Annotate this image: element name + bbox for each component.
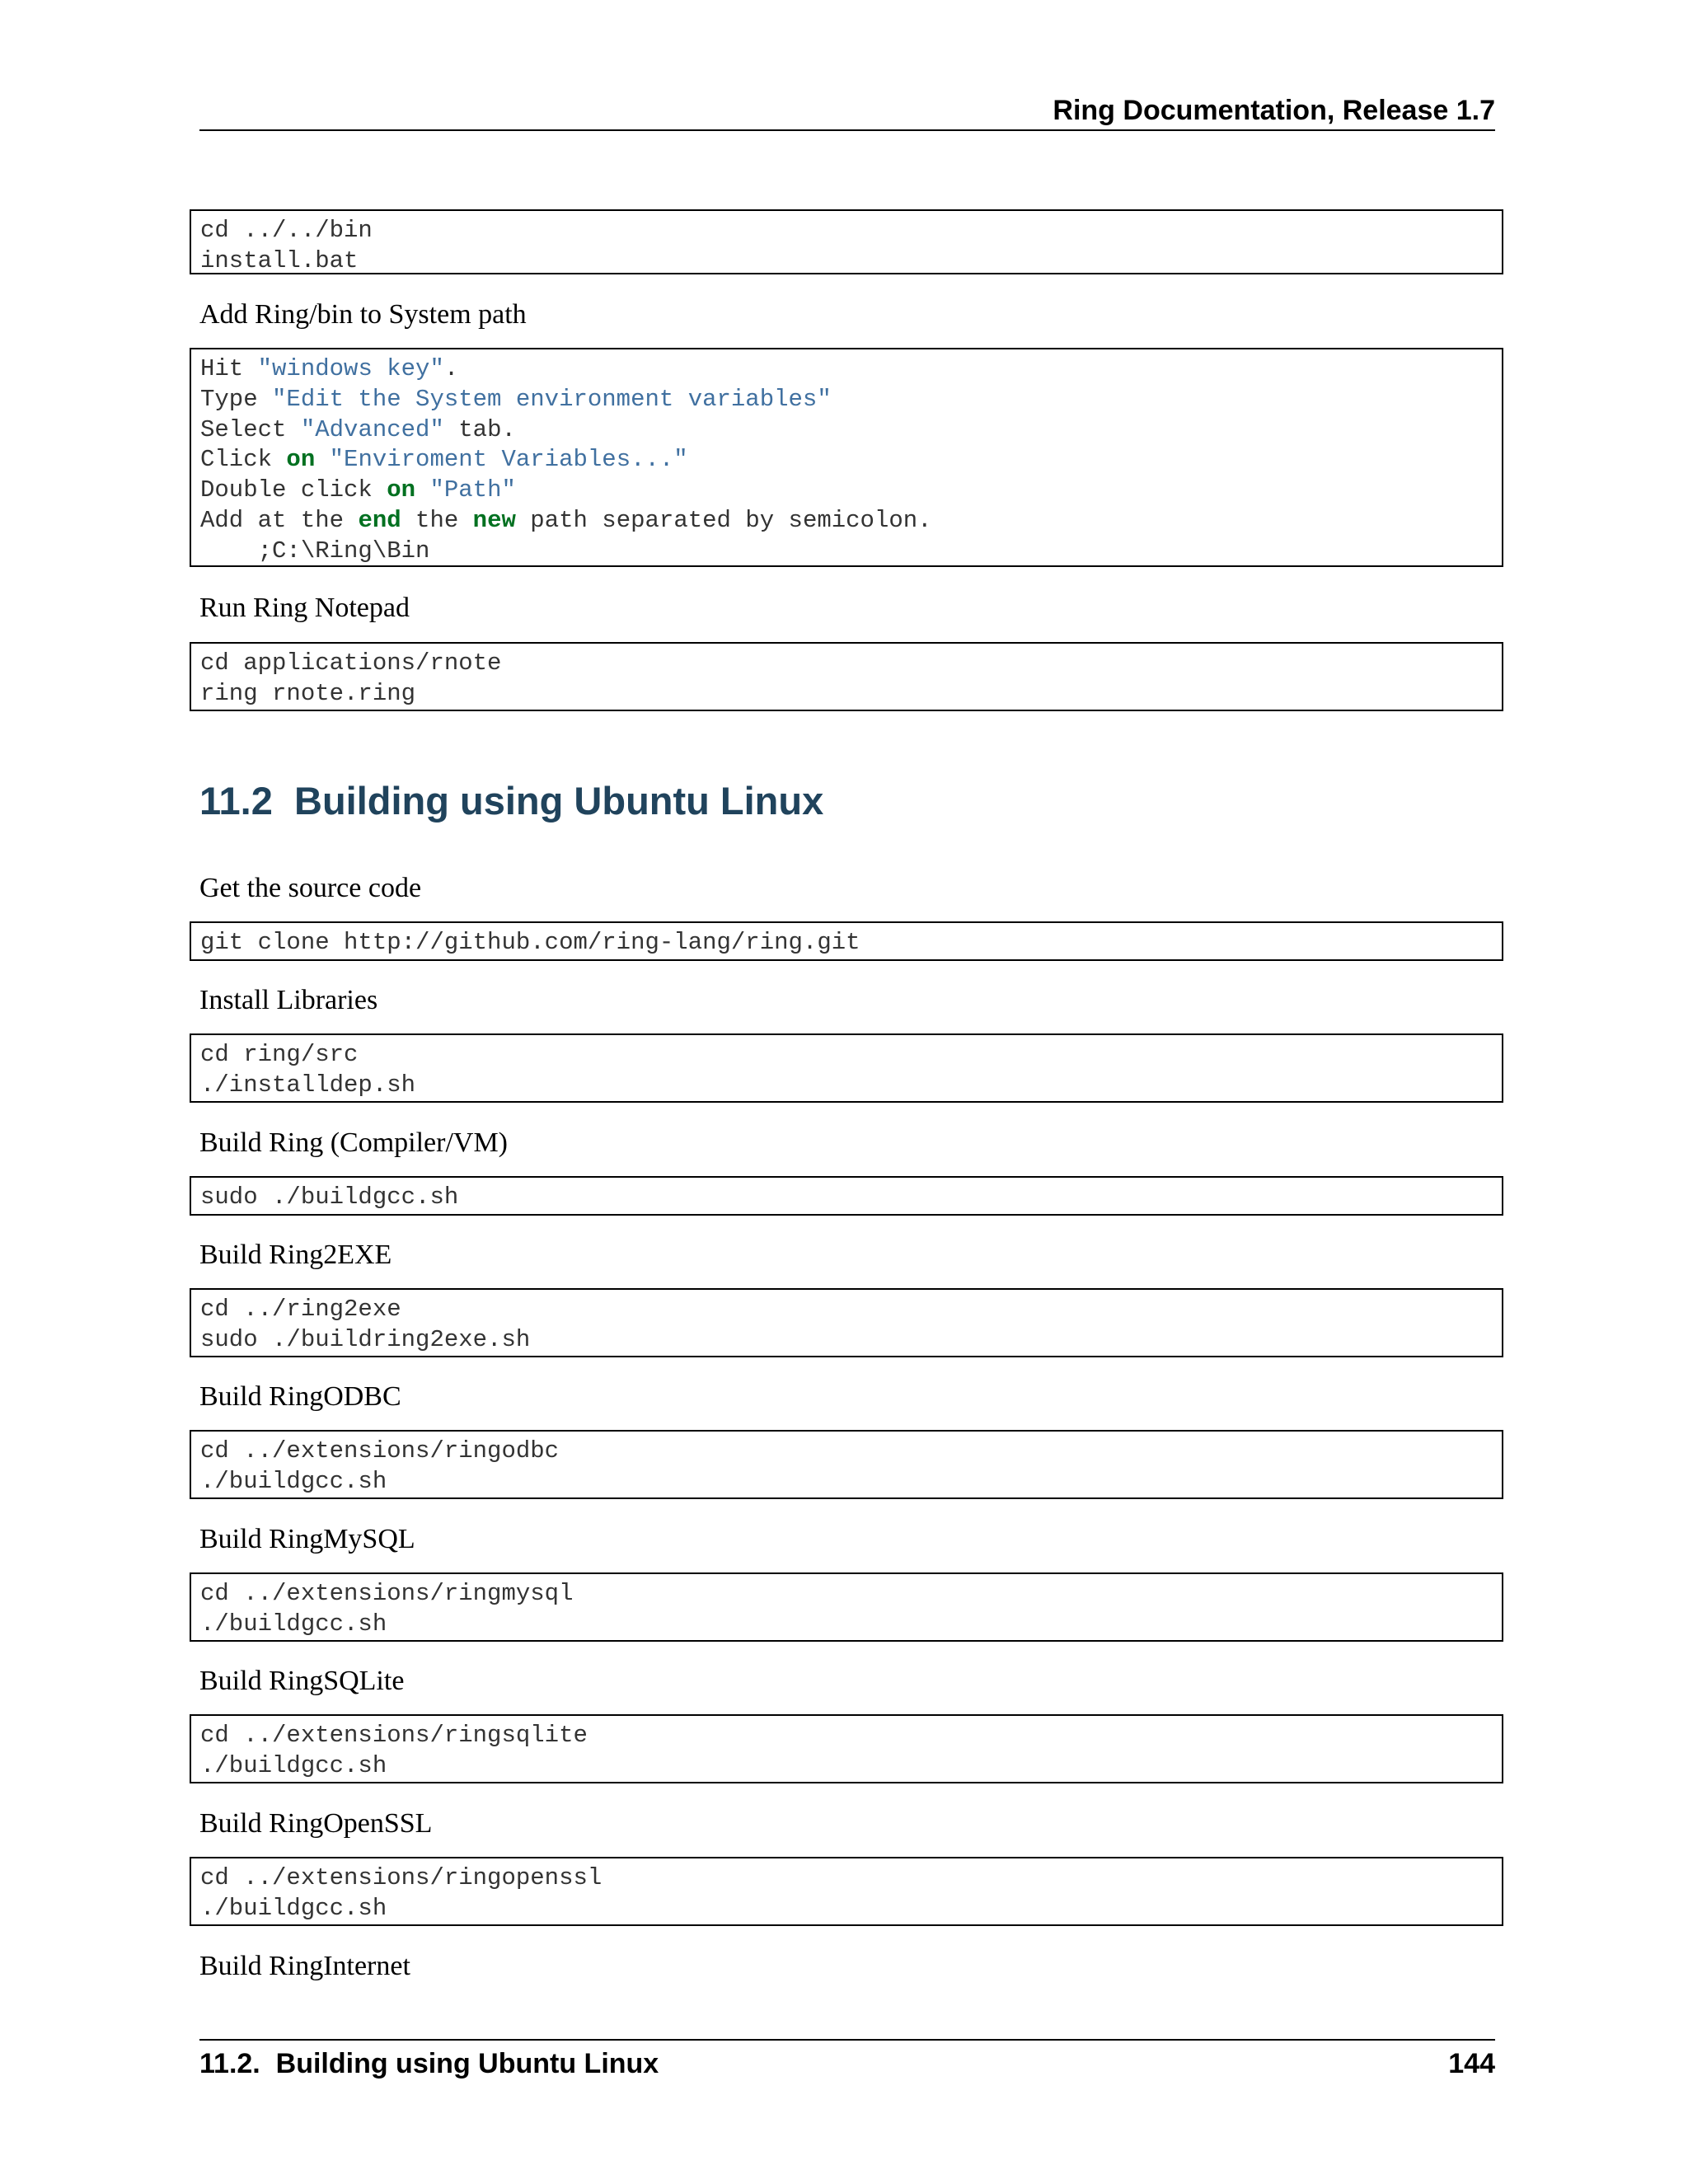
paragraph-build-ringopenssl: Build RingOpenSSL bbox=[199, 1808, 433, 1839]
code-block-ringodbc bbox=[190, 1430, 1503, 1499]
paragraph-build-ring2exe: Build Ring2EXE bbox=[199, 1240, 392, 1270]
code-text-token: sudo ./buildgcc.sh bbox=[200, 1183, 459, 1211]
code-text-token: tab. bbox=[443, 415, 516, 443]
code-text-token: Type bbox=[200, 385, 273, 413]
paragraph-build-ringmysql: Build RingMySQL bbox=[199, 1524, 415, 1554]
code-line bbox=[200, 679, 1493, 710]
code-text-token: git clone http://github.com/ring-lang/ring.git bbox=[200, 929, 860, 956]
paragraph-build-ring: Build Ring (Compiler/VM) bbox=[199, 1127, 508, 1158]
code-line bbox=[200, 1467, 1493, 1497]
code-text-token: cd ../extensions/ringopenssl bbox=[200, 1864, 603, 1891]
code-keyword-token: on bbox=[286, 446, 316, 474]
code-line bbox=[200, 1610, 1493, 1640]
code-text-token: Select bbox=[200, 415, 301, 443]
code-block-ringsqlite bbox=[190, 1714, 1503, 1783]
code-line bbox=[200, 385, 1493, 415]
code-line bbox=[200, 216, 1493, 246]
code-block-buildgcc bbox=[190, 1176, 1503, 1216]
code-string-token: "Enviroment Variables..." bbox=[329, 446, 688, 474]
code-string-token: "Edit the System environment variables" bbox=[272, 385, 832, 413]
code-block-install bbox=[190, 209, 1503, 274]
code-text-token: ring rnote.ring bbox=[200, 679, 416, 707]
paragraph-build-ringodbc: Build RingODBC bbox=[199, 1381, 401, 1412]
code-line bbox=[200, 445, 1493, 476]
code-text-token bbox=[315, 446, 329, 473]
code-text-token: cd ../ring2exe bbox=[200, 1296, 401, 1323]
code-text-token bbox=[415, 476, 429, 504]
code-line bbox=[200, 928, 1493, 958]
footer-page-number: 144 bbox=[1448, 2048, 1495, 2079]
code-text-token: ;C:\Ring\Bin bbox=[200, 537, 430, 565]
paragraph-add-ring-path: Add Ring/bin to System path bbox=[199, 299, 527, 330]
code-text-token: path separated by semicolon. bbox=[515, 506, 932, 534]
code-keyword-token: new bbox=[472, 506, 516, 534]
code-text-token: cd ../../bin bbox=[200, 217, 373, 244]
paragraph-install-libraries: Install Libraries bbox=[199, 985, 378, 1015]
code-block-ringopenssl bbox=[190, 1857, 1503, 1926]
code-line bbox=[200, 1751, 1493, 1782]
code-line bbox=[200, 1040, 1493, 1071]
code-string-token: "Path" bbox=[429, 476, 516, 504]
code-keyword-token: on bbox=[387, 476, 416, 504]
code-line bbox=[200, 1894, 1493, 1924]
paragraph-run-notepad: Run Ring Notepad bbox=[199, 593, 410, 623]
code-line bbox=[200, 1325, 1493, 1356]
code-line bbox=[200, 354, 1493, 385]
section-heading bbox=[199, 776, 823, 826]
code-text-token: cd applications/rnote bbox=[200, 649, 502, 677]
code-text-token: Click bbox=[200, 446, 287, 474]
code-text-token: cd ../extensions/ringodbc bbox=[200, 1437, 560, 1465]
footer-rule bbox=[199, 2039, 1495, 2041]
code-block-rnote bbox=[190, 642, 1503, 711]
code-block-installdep bbox=[190, 1033, 1503, 1103]
paragraph-get-source: Get the source code bbox=[199, 873, 422, 903]
code-text-token: ./buildgcc.sh bbox=[200, 1751, 387, 1779]
code-string-token: "windows key" bbox=[257, 355, 444, 382]
code-text-token: ./installdep.sh bbox=[200, 1071, 416, 1099]
footer-section-label: 11.2. Building using Ubuntu Linux bbox=[199, 2048, 659, 2079]
paragraph-build-ringsqlite: Build RingSQLite bbox=[199, 1666, 405, 1696]
code-line bbox=[200, 1863, 1493, 1894]
code-line bbox=[200, 476, 1493, 506]
code-line bbox=[200, 1295, 1493, 1325]
code-string-token: "Advanced" bbox=[300, 415, 444, 443]
code-line bbox=[200, 1721, 1493, 1751]
section-number: 11.2 bbox=[199, 779, 273, 823]
code-text-token: sudo ./buildring2exe.sh bbox=[200, 1325, 531, 1353]
code-keyword-token: end bbox=[358, 506, 401, 534]
code-line bbox=[200, 506, 1493, 537]
code-line bbox=[200, 537, 1493, 567]
code-text-token: the bbox=[401, 506, 473, 534]
code-block-git-clone bbox=[190, 921, 1503, 961]
code-text-token: install.bat bbox=[200, 246, 359, 274]
code-line bbox=[200, 415, 1493, 446]
code-text-token: Add at the bbox=[200, 506, 359, 534]
code-text-token: cd ../extensions/ringmysql bbox=[200, 1580, 574, 1607]
code-text-token: Double click bbox=[200, 476, 387, 504]
code-line bbox=[200, 1579, 1493, 1610]
header-rule bbox=[199, 129, 1495, 131]
code-text-token: ./buildgcc.sh bbox=[200, 1610, 387, 1638]
section-title: Building using Ubuntu Linux bbox=[294, 779, 824, 823]
code-line bbox=[200, 649, 1493, 679]
code-text-token: ./buildgcc.sh bbox=[200, 1894, 387, 1922]
code-block-system-path bbox=[190, 348, 1503, 567]
code-text-token: ./buildgcc.sh bbox=[200, 1467, 387, 1495]
code-text-token: cd ../extensions/ringsqlite bbox=[200, 1722, 588, 1749]
code-line bbox=[200, 1436, 1493, 1467]
code-block-ring2exe bbox=[190, 1288, 1503, 1357]
code-line bbox=[200, 246, 1493, 277]
code-text-token: Hit bbox=[200, 355, 258, 382]
code-block-ringmysql bbox=[190, 1572, 1503, 1642]
code-text-token: cd ring/src bbox=[200, 1041, 359, 1068]
code-line bbox=[200, 1183, 1493, 1213]
paragraph-build-ringinternet: Build RingInternet bbox=[199, 1951, 410, 1981]
running-header: Ring Documentation, Release 1.7 bbox=[1053, 95, 1495, 126]
code-text-token: . bbox=[443, 355, 459, 382]
code-line bbox=[200, 1071, 1493, 1101]
